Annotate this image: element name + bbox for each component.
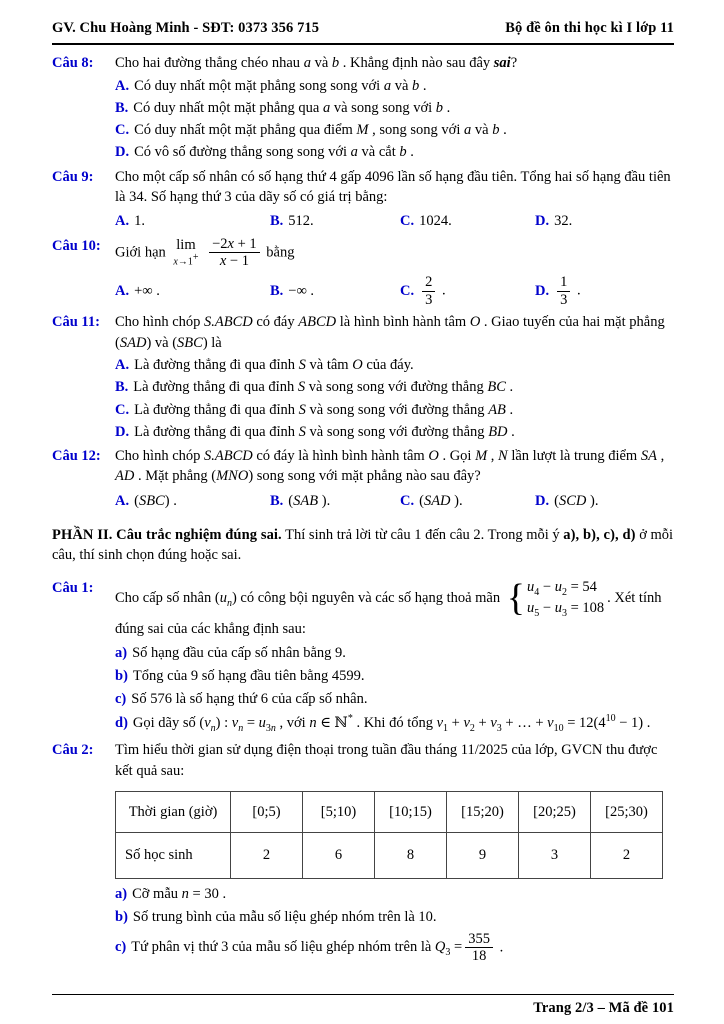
fraction-denominator: 3 bbox=[425, 291, 433, 308]
equation-system bbox=[507, 578, 604, 620]
equation: $u_4 - u_2 = 54$ bbox=[527, 578, 597, 598]
fraction-denominator: 3 bbox=[560, 291, 568, 308]
question-text: Tìm hiểu thời gian sử dụng điện thoại trong tuần đầu tháng 11/2025 của lớp, GVCN thu được kết quả sau: bbox=[115, 742, 658, 779]
answer-option bbox=[270, 211, 400, 231]
item-text: Số hạng đầu của cấp số nhân bằng 9. bbox=[132, 644, 346, 661]
question-text: Cho hai đường thẳng chéo nhau a và b . Khẳng định nào sau đây sai? bbox=[115, 55, 518, 72]
item-text: Cỡ mẫu n = 30 . bbox=[132, 885, 227, 902]
answer-option bbox=[115, 98, 674, 118]
fraction-denominator: x − 1 bbox=[219, 253, 249, 270]
answer-option bbox=[115, 422, 674, 442]
table-cell: Số học sinh bbox=[116, 832, 231, 878]
option-letter: D. bbox=[115, 423, 130, 440]
limit-notation bbox=[173, 238, 198, 268]
option-letter: A. bbox=[115, 356, 130, 373]
table-cell: 9 bbox=[447, 832, 519, 878]
option-letter: A. bbox=[115, 77, 130, 94]
answer-option bbox=[115, 120, 674, 140]
answer-option bbox=[115, 491, 270, 511]
option-letter: D. bbox=[115, 144, 130, 161]
question-body bbox=[115, 167, 674, 232]
question-body bbox=[115, 312, 674, 442]
item-label: b) bbox=[115, 909, 128, 926]
text-prefix: Giới hạn bbox=[115, 244, 166, 261]
teacher-info: GV. Chu Hoàng Minh - SĐT: 0373 356 715 bbox=[52, 20, 320, 36]
text-suffix: bằng bbox=[266, 244, 295, 261]
table-cell: [10;15) bbox=[375, 791, 447, 832]
option-letter: B. bbox=[115, 379, 129, 396]
option-text: −∞ . bbox=[288, 283, 315, 300]
table-cell: 6 bbox=[303, 832, 375, 878]
answer-options-row bbox=[115, 209, 674, 231]
table-header-row bbox=[116, 791, 663, 832]
option-text: . bbox=[573, 282, 581, 299]
option-text: (SCD ). bbox=[554, 492, 599, 509]
option-text: Là đường thẳng đi qua đỉnh S và song song với đường thẳng BC . bbox=[133, 379, 514, 396]
question-label: Câu 1: bbox=[52, 579, 94, 596]
option-text: Là đường thẳng đi qua đỉnh S và tâm O của đáy. bbox=[134, 356, 414, 373]
question-label: Câu 9: bbox=[52, 168, 94, 185]
answer-option bbox=[400, 274, 535, 308]
option-text: Có duy nhất một mặt phẳng qua điểm M , song song với a và b . bbox=[134, 122, 507, 139]
answer-option bbox=[270, 281, 400, 301]
table-cell: 2 bbox=[591, 832, 663, 878]
option-text: 1. bbox=[134, 213, 145, 230]
answer-options-row bbox=[115, 272, 674, 308]
document-title: Bộ đề ôn thi học kì I lớp 11 bbox=[505, 20, 674, 36]
fraction-numerator: 2 bbox=[422, 274, 435, 292]
table-cell: [5;10) bbox=[303, 791, 375, 832]
option-letter: C. bbox=[115, 122, 130, 139]
option-text: Có vô số đường thẳng song song với a và cắt b . bbox=[134, 144, 414, 161]
item-label: c) bbox=[115, 691, 127, 708]
fraction-numerator: 355 bbox=[465, 931, 493, 949]
option-text: Là đường thẳng đi qua đỉnh S và song song với đường thẳng AB . bbox=[134, 401, 514, 418]
option-letter: B. bbox=[270, 492, 284, 509]
option-text: Có duy nhất một mặt phẳng qua a và song song với b . bbox=[133, 99, 451, 116]
option-text: Là đường thẳng đi qua đỉnh S và song song với đường thẳng BD . bbox=[134, 423, 515, 440]
item-label: a) bbox=[115, 644, 128, 661]
option-text: +∞ . bbox=[134, 283, 160, 300]
option-letter: C. bbox=[115, 401, 130, 418]
option-letter: C. bbox=[400, 282, 415, 299]
option-text: (SAB ). bbox=[288, 492, 331, 509]
answer-options-row bbox=[115, 489, 674, 511]
table-cell: 3 bbox=[519, 832, 591, 878]
page-number: Trang 2/3 – Mã đề 101 bbox=[533, 999, 674, 1016]
equation: $u_5 - u_3 = 108$ bbox=[527, 599, 605, 619]
option-letter: C. bbox=[400, 213, 415, 230]
question-10 bbox=[52, 236, 674, 309]
question-text bbox=[115, 236, 674, 270]
question-label: Câu 8: bbox=[52, 55, 94, 72]
answer-option bbox=[400, 491, 535, 511]
part2-heading: PHẦN II. Câu trắc nghiệm đúng sai. Thí sinh trả lời từ câu 1 đến câu 2. Trong mỗi ý a), b), c), d) ở mỗi câu, thí sinh chọn đúng hoặc sai. bbox=[52, 527, 674, 564]
text-suffix: . Xét tính đúng sai của các khẳng định sau: bbox=[115, 589, 662, 638]
option-letter: B. bbox=[270, 213, 284, 230]
question-body bbox=[115, 446, 674, 511]
item-label: a) bbox=[115, 885, 128, 902]
question-body bbox=[115, 236, 674, 309]
statement-item bbox=[115, 643, 674, 663]
answer-option bbox=[115, 377, 674, 397]
table-cell: [25;30) bbox=[591, 791, 663, 832]
answer-option bbox=[115, 355, 674, 375]
statement-item bbox=[115, 689, 674, 709]
statement-item bbox=[115, 666, 674, 686]
part2-question-1 bbox=[52, 578, 674, 737]
document-header bbox=[52, 18, 674, 45]
table-data-row bbox=[116, 832, 663, 878]
option-letter: A. bbox=[115, 213, 130, 230]
table-cell: [15;20) bbox=[447, 791, 519, 832]
option-text: Có duy nhất một mặt phẳng song song với a và b . bbox=[134, 77, 427, 94]
option-letter: C. bbox=[400, 492, 415, 509]
text-prefix: Cho cấp số nhân $(u_n)$ có công bội nguyên và các số hạng thoả mãn bbox=[115, 589, 501, 609]
option-letter: B. bbox=[115, 99, 129, 116]
option-text: . bbox=[438, 282, 446, 299]
statement-item bbox=[115, 907, 674, 927]
table-cell: 8 bbox=[375, 832, 447, 878]
option-text: (SAD ). bbox=[419, 492, 463, 509]
item-text: Gọi dãy số $(v_n)$ : $v_n = u_{3n}$ , với n ∈ ℕ* . Khi đó tổng $v_1 + v_2 + v_3$ + … + $v_{10} = 12(4^{10} - 1)$ . bbox=[132, 713, 651, 735]
question-9 bbox=[52, 167, 674, 232]
answer-option bbox=[535, 211, 674, 231]
option-text: (SBC) . bbox=[134, 492, 177, 509]
item-text: Số trung bình của mẫu số liệu ghép nhóm trên là 10. bbox=[132, 909, 437, 926]
answer-option bbox=[115, 281, 270, 301]
option-letter: A. bbox=[115, 283, 130, 300]
answer-option bbox=[535, 491, 674, 511]
answer-option bbox=[535, 274, 674, 308]
answer-option bbox=[115, 211, 270, 231]
option-letter: B. bbox=[270, 283, 284, 300]
answer-option bbox=[115, 400, 674, 420]
question-text: Cho một cấp số nhân có số hạng thứ 4 gấp 4096 lần số hạng đầu tiên. Tổng hai số hạng đầu tiên là 34. Số hạng thứ 3 của dãy số có giá trị bằng: bbox=[115, 168, 671, 206]
option-text: 512. bbox=[288, 213, 314, 230]
fraction bbox=[557, 274, 570, 308]
item-text-suffix: . bbox=[495, 939, 504, 955]
statement-item bbox=[115, 713, 674, 737]
option-text: 32. bbox=[554, 213, 573, 230]
fraction-denominator: 18 bbox=[471, 948, 487, 965]
frequency-table bbox=[115, 791, 663, 879]
question-label: Câu 10: bbox=[52, 237, 101, 254]
limit-subscript: x→1+ bbox=[173, 252, 199, 268]
item-text: Tổng của 9 số hạng đầu tiên bằng 4599. bbox=[132, 668, 365, 684]
question-body bbox=[115, 740, 674, 965]
item-text: Số 576 là số hạng thứ 6 của cấp số nhân. bbox=[131, 691, 368, 708]
statement-item bbox=[115, 884, 674, 904]
option-letter: D. bbox=[535, 282, 550, 299]
table-cell: 2 bbox=[231, 832, 303, 878]
question-11 bbox=[52, 312, 674, 442]
table-cell: [0;5) bbox=[231, 791, 303, 832]
item-label: c) bbox=[115, 939, 127, 955]
option-letter: D. bbox=[535, 213, 550, 230]
option-text: 1024. bbox=[419, 213, 452, 230]
fraction bbox=[209, 236, 260, 270]
fraction bbox=[422, 274, 435, 308]
question-text: Cho hình chóp S.ABCD có đáy là hình bình hành tâm O . Gọi M , N lần lượt là trung điểm SA , AD . Mặt phẳng (MNO) song song với mặt phẳng nào sau đây? bbox=[115, 448, 665, 485]
option-letter: D. bbox=[535, 492, 550, 509]
system-brace: { bbox=[506, 577, 525, 620]
fraction bbox=[465, 931, 493, 965]
item-text: Tứ phân vị thứ 3 của mẫu số liệu ghép nhóm trên là $Q_3$ = bbox=[131, 939, 463, 958]
answer-option bbox=[270, 491, 400, 511]
question-12 bbox=[52, 446, 674, 511]
table-cell: [20;25) bbox=[519, 791, 591, 832]
item-label: d) bbox=[115, 715, 128, 732]
statement-item bbox=[115, 931, 674, 965]
table-cell: Thời gian (giờ) bbox=[116, 791, 231, 832]
question-text: Cho hình chóp S.ABCD có đáy ABCD là hình bình hành tâm O . Giao tuyến của hai mặt phẳng (SAD) và (SBC) là bbox=[115, 314, 665, 351]
fraction-numerator: −2x + 1 bbox=[209, 236, 260, 254]
limit-word: lim bbox=[176, 236, 196, 253]
option-letter: A. bbox=[115, 492, 130, 509]
answer-option bbox=[115, 76, 674, 96]
answer-option bbox=[400, 211, 535, 231]
footer-divider bbox=[52, 994, 674, 995]
system-equations bbox=[527, 578, 604, 620]
question-label: Câu 11: bbox=[52, 314, 100, 331]
question-body bbox=[115, 53, 674, 162]
answer-option bbox=[115, 142, 674, 162]
question-text bbox=[115, 578, 674, 640]
part2-question-2 bbox=[52, 740, 674, 965]
document-footer bbox=[52, 994, 674, 1018]
question-label: Câu 12: bbox=[52, 448, 101, 465]
question-label: Câu 2: bbox=[52, 742, 94, 759]
question-body bbox=[115, 578, 674, 737]
fraction-numerator: 1 bbox=[557, 274, 570, 292]
question-8 bbox=[52, 53, 674, 162]
item-label: b) bbox=[115, 668, 128, 684]
